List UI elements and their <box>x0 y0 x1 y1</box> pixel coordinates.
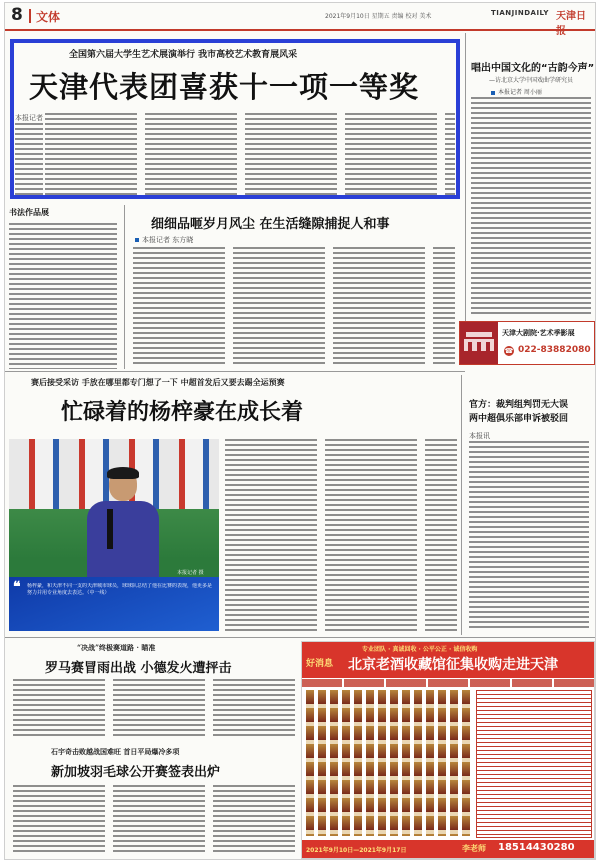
column-divider <box>465 33 466 363</box>
microphone <box>107 509 113 549</box>
liquor-ad[interactable] <box>301 641 595 859</box>
feature-body-text <box>133 247 455 367</box>
section-label: 文体 <box>36 10 61 24</box>
right-mid-headline-line1: 官方：裁判组判罚无大误 <box>469 400 569 410</box>
right-mid-byline: 本报讯 <box>469 432 490 440</box>
liquor-ad-footer <box>302 840 594 858</box>
issue-date: 2021年9月10日 星期五 责编 校对 美术 <box>325 13 432 20</box>
newspaper-page <box>4 2 596 860</box>
feature-byline-text: 本报记者 东方晓 <box>142 236 194 244</box>
paper-name-english: TIANJINDAILY <box>491 9 549 17</box>
page-number: 8 <box>11 5 23 25</box>
right-top-body-text <box>471 97 591 317</box>
sports-photo-credit: 本报记者 摄 <box>177 570 204 576</box>
bottom-left-2-kicker: 石宇奇击败越战国难旺 首日平局爆冷多项 <box>51 747 180 756</box>
theatre-ad[interactable] <box>459 321 595 365</box>
right-top-byline <box>491 87 542 96</box>
liquor-info-strip <box>302 679 594 687</box>
right-mid-headline-line2: 两中超俱乐部申诉被驳回 <box>469 414 569 424</box>
liquor-ad-phone: 18514430280 <box>498 842 575 853</box>
bottle-grid <box>306 690 472 836</box>
quote-icon: ❝ <box>13 579 21 595</box>
byline-marker-icon <box>135 238 139 242</box>
paper-logo: 天津日报 <box>556 11 586 37</box>
lead-byline: 本报记者 <box>15 114 43 122</box>
left-fragment-article[interactable] <box>5 203 123 373</box>
column-divider <box>461 375 462 635</box>
right-top-byline-text: 本报记者 周小丽 <box>498 89 542 96</box>
highlight-box <box>10 39 460 199</box>
left-fragment-body-text <box>9 223 117 369</box>
bottom-left-1-body-text <box>13 679 295 739</box>
section-divider <box>5 371 465 372</box>
sports-headline: 忙碌着的杨梓豪在成长着 <box>61 400 304 425</box>
right-mid-body-text <box>469 441 589 631</box>
liquor-ad-tags: 专业团队 · 真诚回收 · 公平公正 · 诚信收购 <box>362 646 478 653</box>
left-fragment-headline: 书法作品展 <box>9 208 49 217</box>
bottom-left-2-body-text <box>13 785 295 853</box>
bottom-left-1-kicker: “决战”终极赛道路 · 瞄准 <box>77 643 156 652</box>
byline-marker-icon <box>491 91 495 95</box>
liquor-ad-banner <box>302 642 594 678</box>
theatre-logo <box>460 322 498 364</box>
masthead-divider <box>29 9 31 23</box>
bottom-left-1-headline: 罗马赛冒雨出战 小德发火遭抨击 <box>45 661 232 676</box>
right-top-subhead: —访北京大学中国戏曲学研究员 <box>489 77 574 84</box>
player-figure <box>87 469 159 579</box>
theatre-ad-phone: 022-83882080 <box>518 345 591 355</box>
bottom-left-article-1[interactable] <box>5 639 299 743</box>
price-table <box>476 690 592 838</box>
section-divider <box>5 637 595 638</box>
lead-kicker: 全国第六届大学生艺术展演举行 我市高校艺术教育展风采 <box>69 50 298 60</box>
sports-photo <box>9 439 219 631</box>
liquor-ad-dates: 2021年9月10日—2021年9月17日 <box>306 847 407 854</box>
right-mid-article[interactable] <box>463 375 593 635</box>
sports-body-text <box>225 439 457 631</box>
feature-article[interactable] <box>125 203 463 373</box>
right-top-headline: 唱出中国文化的“古韵今声” <box>471 63 595 74</box>
bottom-left-2-headline: 新加坡羽毛球公开赛签表出炉 <box>51 765 221 780</box>
right-top-article[interactable] <box>467 33 593 323</box>
feature-byline <box>135 235 193 245</box>
caption-overlay <box>9 577 219 631</box>
sports-article[interactable] <box>5 373 461 635</box>
bottom-left-article-2[interactable] <box>5 745 299 857</box>
masthead <box>5 3 595 37</box>
liquor-ad-contact: 李老师 <box>462 844 486 853</box>
sports-kicker: 赛后接受采访 手放在哪里都专门想了一下 中超首发后又要去踢全运预赛 <box>31 377 285 387</box>
feature-headline: 细细品咂岁月风尘 在生活缝隙捕捉人和事 <box>151 217 390 232</box>
sports-photo-caption: 杨梓豪，和天津不同一支的天津城市球员，球球队总结了他在比赛的表现，他更多是努力并用专业角度去表达。（中一线） <box>27 583 213 596</box>
liquor-ad-headline: 北京老酒收藏馆征集收购走进天津 <box>348 657 558 673</box>
phone-icon: ☎ <box>504 347 514 355</box>
lead-headline: 天津代表团喜获十一项一等奖 <box>29 70 420 104</box>
liquor-ad-prefix: 好消息 <box>306 659 334 669</box>
theatre-ad-name: 天津大剧院·艺术季影展 <box>502 329 575 337</box>
